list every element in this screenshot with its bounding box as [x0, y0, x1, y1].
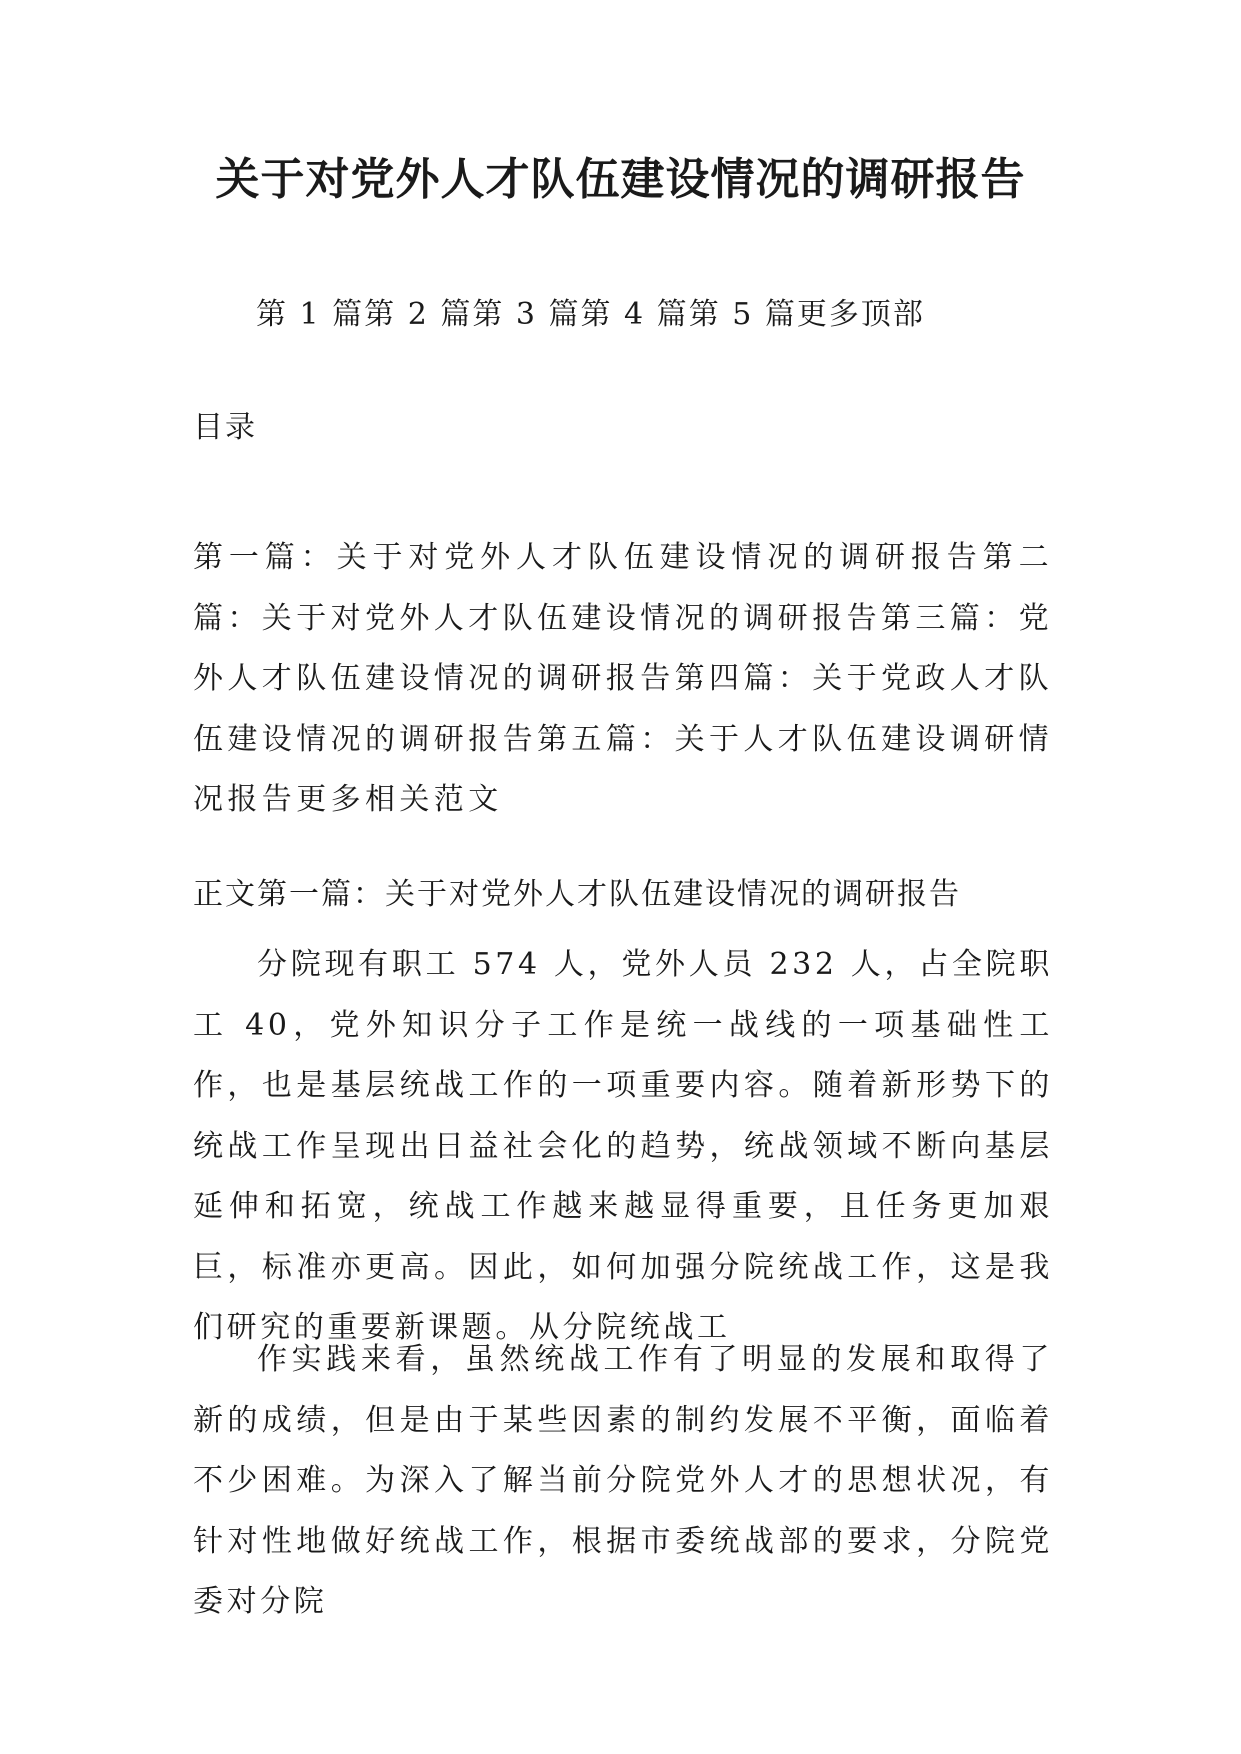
nav-link-article-5[interactable]: 第 5 篇 [688, 297, 797, 332]
nav-link-more[interactable]: 更多 [796, 297, 861, 332]
main-heading: 正文第一篇：关于对党外人才队伍建设情况的调研报告 [193, 877, 961, 912]
nav-link-article-2[interactable]: 第 2 篇 [364, 297, 473, 332]
body-paragraph: 分院现有职工 574 人，党外人员 232 人，占全院职工 40，党外知识分子工作是统一战线的一项基础性工作，也是基层统战工作的一项重要内容。随着新形势下的统战工作呈现出日益社会化的趋势，统战领域不断向基层延伸和拓宽，统战工作越来越显得重要，且任务更加艰巨，标准亦更高。因此，如何加强分院统战工作，这是我们研究的重要新课题。从分院统战工 [193, 947, 1053, 1345]
body-paragraph: 作实践来看，虽然统战工作有了明显的发展和取得了新的成绩，但是由于某些因素的制约发展不平衡，面临着不少困难。为深入了解当前分院党外人才的思想状况，有针对性地做好统战工作，根据市委统战部的要求，分院党委对分院 [193, 1342, 1053, 1619]
toc-list: 第一篇：关于对党外人才队伍建设情况的调研报告第二篇：关于对党外人才队伍建设情况的调研报告第三篇：党外人才队伍建设情况的调研报告第四篇：关于党政人才队伍建设情况的调研报告第五篇：关于人才队伍建设调研情况报告更多相关范文 [193, 540, 1053, 817]
article-nav [256, 295, 925, 335]
nav-link-article-3[interactable]: 第 3 篇 [472, 297, 581, 332]
document-title: 关于对党外人才队伍建设情况的调研报告 [215, 154, 1026, 205]
toc-heading: 目录 [193, 410, 257, 445]
nav-link-article-1[interactable]: 第 1 篇 [256, 297, 365, 332]
nav-link-article-4[interactable]: 第 4 篇 [580, 297, 689, 332]
nav-link-top[interactable]: 顶部 [860, 297, 925, 332]
